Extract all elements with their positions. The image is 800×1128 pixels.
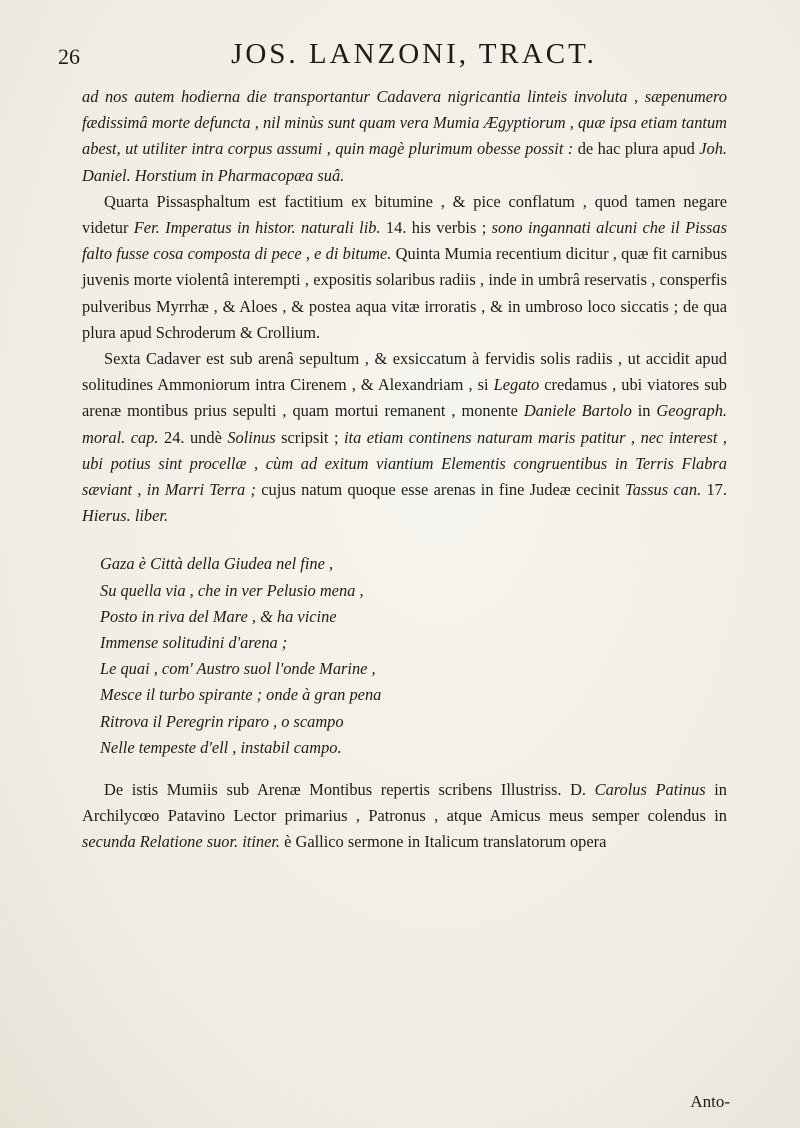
- text-span: Sexta Cadaver est sub arenâ sepultum , & exsiccatum à fervidis solis radiis , ut accidit apud solitudines Ammoniorum intra Cirenem , & Alexandriam , si: [82, 349, 727, 395]
- italic-text-span: Solinus: [227, 427, 276, 447]
- verse-line: Nelle tempeste d'ell , instabil campo.: [100, 737, 342, 757]
- italic-text-span: ita etiam continens naturam maris patitur , nec interest , ubi potius sint procellæ , cùm ad exitum viantium Elementis congruentibus in Terris Flabra sæviant , in Marri Terra ;: [82, 427, 727, 500]
- text-span: in Archilycœo Patavino Lector primarius , Patronus , atque Amicus meus semper colendus in: [82, 780, 727, 826]
- italic-text-span: Carolus Patinus: [594, 780, 706, 800]
- italic-text-span: sono ingannati alcuni che il Pissas falto fusse cosa composta di pece , e di bitume.: [82, 218, 727, 264]
- italic-text-span: secunda Relatione suor. itiner.: [82, 832, 281, 852]
- running-head: JOS. LANZONI, TRACT.: [231, 38, 597, 70]
- italic-text-span: Fer. Imperatus in histor. naturali lib.: [133, 218, 381, 238]
- text-span: 24. undè: [158, 427, 228, 447]
- text-span: Quinta Mumia recentium dicitur , quæ fit carnibus juvenis morte violentâ interempti , expositis solaribus radiis , inde in umbrâ reservatis , consperfis pulveribus Myrrhæ , & Aloes , & postea aqua vitæ irroratis , & in umbroso loco siccatis ; de qua plura apud Schroderum & Crollium.: [82, 244, 727, 342]
- text-span: in: [631, 401, 657, 421]
- verse-line: Posto in riva del Mare , & ha vicine: [100, 606, 337, 626]
- italic-text-span: Legato: [493, 375, 540, 395]
- text-span: scripsit ;: [275, 427, 344, 447]
- italic-text-span: Joh. Daniel. Horstium in Pharmacopæa suâ.: [82, 139, 727, 185]
- text-span: cujus natum quoque esse arenas in fine Judeæ cecinit: [255, 480, 625, 500]
- text-span: 14. his verbis ;: [380, 218, 492, 238]
- verse-line: Immense solitudini d'arena ;: [100, 633, 288, 653]
- text-span: è Gallico sermone in Italicum translatorum opera: [280, 832, 607, 852]
- text-span: de hac plura apud: [577, 139, 700, 159]
- verse-quotation: [82, 551, 727, 761]
- paragraph: [82, 189, 727, 346]
- text-span: 17.: [701, 480, 727, 500]
- italic-text-span: Tassus can.: [624, 480, 702, 500]
- closing-paragraph: [82, 777, 727, 856]
- catchword: Anto-: [690, 1092, 730, 1111]
- italic-text-span: Daniele Bartolo: [523, 401, 632, 421]
- verse-line: Mesce il turbo spirante ; onde à gran pena: [100, 685, 382, 705]
- italic-text-span: Geograph. moral. cap.: [82, 401, 727, 447]
- italic-text-span: Hierus. liber.: [82, 506, 169, 526]
- text-span: Quarta Pissasphaltum est factitium ex bitumine , & pice conflatum , quod tamen negare videtur: [82, 191, 727, 238]
- text-span: De istis Mumiis sub Arenæ Montibus repertis scribens Illustriss. D.: [104, 780, 595, 800]
- paragraph: [82, 346, 727, 529]
- text-span: credamus , ubi viatores sub arenæ montibus prius sepulti , quam mortui remanent , monente: [82, 375, 727, 421]
- verse-line: Su quella via , che in ver Pelusio mena ,: [100, 580, 364, 600]
- verse-line: Le quai , com' Austro suol l'onde Marine ,: [100, 659, 376, 679]
- page-header: [58, 38, 730, 74]
- page-number: 26: [58, 44, 80, 69]
- page-body: [82, 84, 727, 856]
- paragraph: [82, 84, 727, 189]
- verse-line: Gaza è Città della Giudea nel fine ,: [100, 554, 334, 574]
- italic-text-span: ad nos autem hodierna die transportantur Cadavera nigricantia linteis involuta , sæpenumero fædissimâ morte defuncta , nil minùs sunt quam vera Mumia Ægyptiorum , quæ ipsa etiam tantum abest, ut utiliter intra corpus assumi , quin magè plurimum obesse possit :: [82, 87, 727, 159]
- verse-line: Ritrova il Peregrin riparo , o scampo: [100, 711, 344, 731]
